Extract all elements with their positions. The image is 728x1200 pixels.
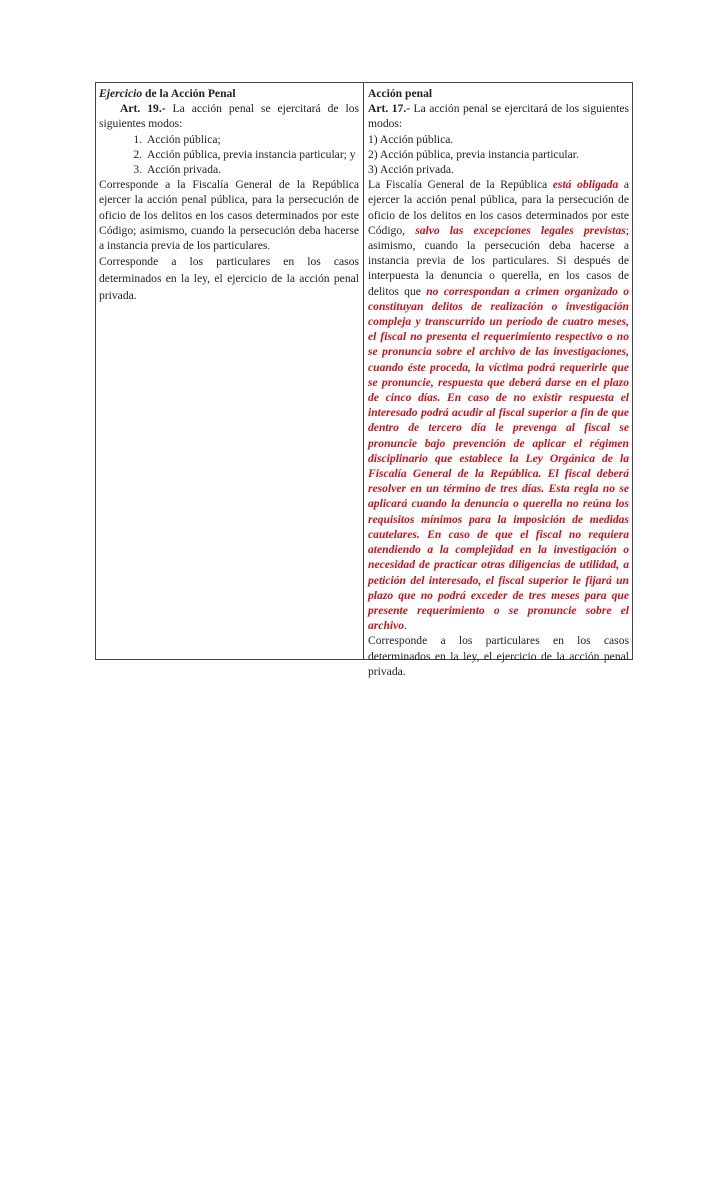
list-item: 1. Acción pública; [145,132,359,147]
list-item: 2. Acción pública, previa instancia particular; y [145,147,359,162]
left-article-intro: Art. 19.- La acción penal se ejercitará de los siguientes modos: [99,102,359,131]
right-last-paragraph: Corresponde a los particulares en los casos determinados en la ley, el ejercicio de la acción penal privada. [368,634,629,678]
reform-text: está obligada [552,178,619,192]
right-main-paragraph: La Fiscalía General de la República está obligada a ejercer la acción penal pública, para la persecución de oficio de los delitos en los casos determinados por este Código, salvo las excepciones legales previstas; asimismo, cuando la persecución deba hacerse a instancia previa de los particulares. Si después de interpuesta la denuncia o querella, en los casos de delitos que no correspondan a crimen organizado o constituyan delitos de realización o investigación compleja y transcurrido un período de cuatro meses, el fiscal no presenta el requerimiento respectivo o no se pronuncia sobre el archivo de las investigaciones, cuando éste proceda, la víctima podrá requerirle que se pronuncie, respuesta que deberá darse en el plazo de cinco días. En caso de no existir respuesta el interesado podrá acudir al fiscal superior a fin de que dentro de tercero día le prevenga al fiscal se pronuncie bajo prevención de aplicar el régimen disciplinario que establece la Ley Orgánica de la Fiscalía General de la República. El fiscal deberá resolver en un término de tres días. Esta regla no se aplicará cuando la denuncia o querella no reúna los requisitos mínimos para la imposición de medidas cautelares. En caso de que el fiscal no requiera atendiendo a la complejidad en la investigación o necesidad de practicar otras diligencias de utilidad, a petición del interesado, el fiscal superior le fijará un plazo que no podrá exceder de tres meses para que presente requerimiento o se pronuncie sobre el archivo. [368,178,629,633]
left-modes-list [99,132,359,178]
right-mode-2: 2) Acción pública, previa instancia particular. [368,147,579,161]
left-paragraph-1: Corresponde a la Fiscalía General de la República ejercer la acción penal pública, para la persecución de oficio de los delitos en los casos determinados por este Código; asimismo, cuando la persecución deba hacerse a instancia previa de los particulares. [99,178,359,253]
reform-text: no correspondan a crimen organizado o constituyan delitos de realización o investigación compleja y transcurrido un período de cuatro meses, el fiscal no presenta el requerimiento respectivo o no se pronuncia sobre el archivo de las investigaciones, cuando éste proceda, la víctima podrá requerirle que se pronuncie, respuesta que deberá darse en el plazo de cinco días. En caso de no existir respuesta el interesado podrá acudir al fiscal superior a fin de que dentro de tercero día le prevenga al fiscal se pronuncie bajo prevención de aplicar el régimen disciplinario que establece la Ley Orgánica de la Fiscalía General de la República. El fiscal deberá resolver en un término de tres días. Esta regla no se aplicará cuando la denuncia o querella no reúna los requisitos mínimos para la imposición de medidas cautelares. En caso de que el fiscal no requiera atendiendo a la complejidad en la investigación o necesidad de practicar otras diligencias de utilidad, a petición del interesado, el fiscal superior le fijará un plazo que no podrá exceder de tres meses para que presente requerimiento o se pronuncie sobre el archivo [368,284,629,633]
left-title: Ejercicio de la Acción Penal [99,87,236,100]
right-title: Acción penal [368,87,433,100]
right-column [364,83,632,678]
right-mode-1: 1) Acción pública. [368,132,454,146]
right-mode-3: 3) Acción privada. [368,163,454,177]
comparison-table [95,82,633,678]
right-article-intro: Art. 17.- La acción penal se ejercitará de los siguientes modos: [368,102,629,131]
left-column [96,83,364,659]
reform-text: salvo las excepciones legales previstas [415,223,626,237]
left-paragraph-2: Corresponde a los particulares en los casos determinados en la ley, el ejercicio de la acción penal privada. [99,255,359,303]
list-item: 3. Acción privada. [145,162,359,177]
